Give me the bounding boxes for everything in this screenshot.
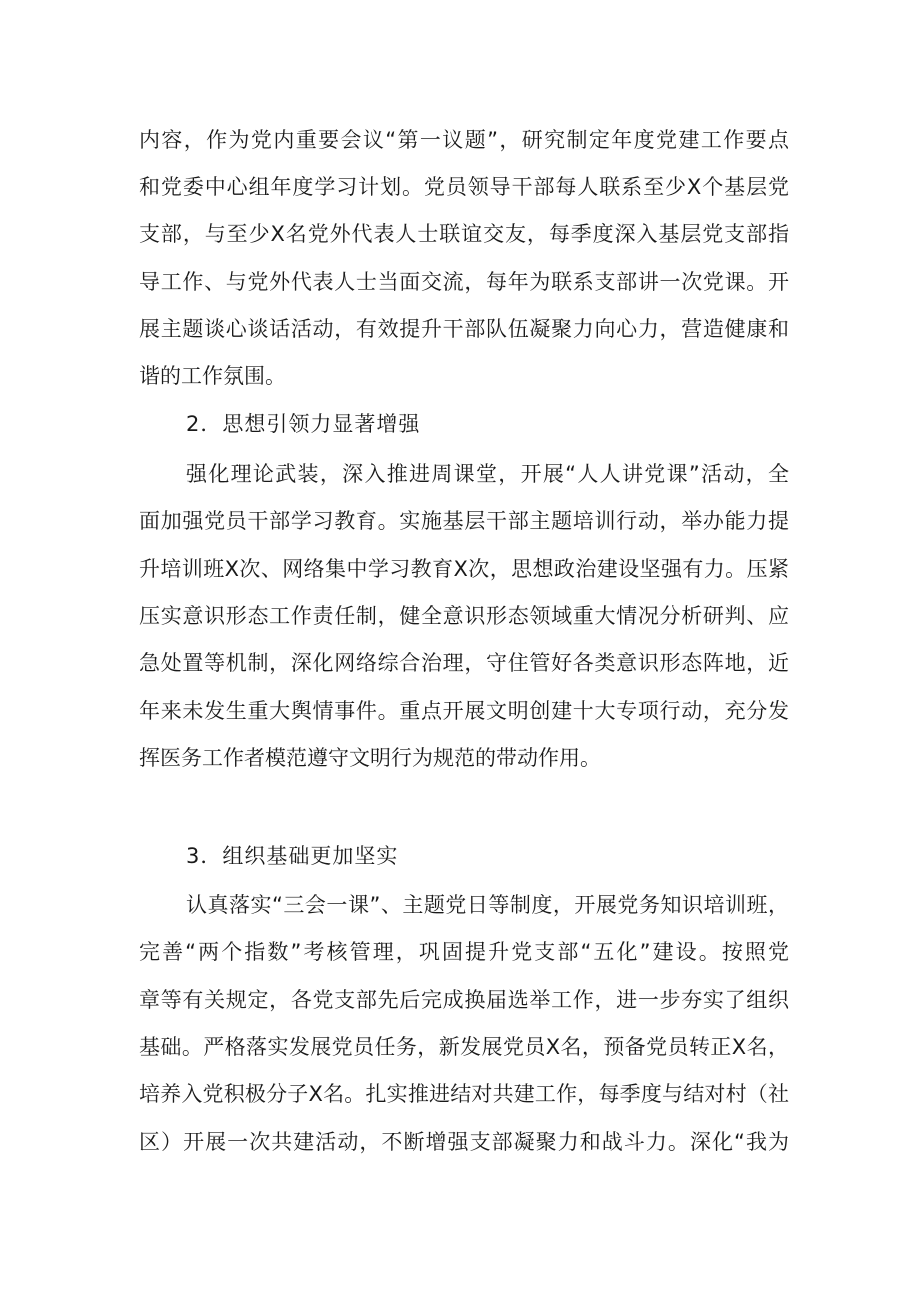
paragraph-line: 面加强党员干部学习教育。实施基层干部主题培训行动，举办能力提 [139,509,789,533]
paragraph-line: 强化理论武装，深入推进周课堂，开展“人人讲党课”活动，全 [186,462,789,486]
paragraph-line: 基础。严格落实发展党员任务，新发展党员X名，预备党员转正X名， [139,1035,789,1059]
paragraph-line: 培养入党积极分子X名。扎实推进结对共建工作，每季度与结对村（社 [139,1082,789,1106]
paragraph-line: 年来未发生重大舆情事件。重点开展文明创建十大专项行动，充分发 [139,699,789,723]
paragraph-line: 升培训班X次、网络集中学习教育X次，思想政治建设坚强有力。压紧 [139,557,789,581]
paragraph-line: 导工作、与党外代表人士当面交流，每年为联系支部讲一次党课。开 [139,270,789,294]
paragraph-line: 急处置等机制，深化网络综合治理，守住管好各类意识形态阵地，近 [139,651,789,675]
paragraph-line: 区）开展一次共建活动，不断增强支部凝聚力和战斗力。深化“我为 [139,1130,789,1154]
paragraph-line: 展主题谈心谈话活动，有效提升干部队伍凝聚力向心力，营造健康和 [139,317,789,341]
paragraph-line: 认真落实“三会一课”、主题党日等制度，开展党务知识培训班， [186,893,789,917]
paragraph-line: 压实意识形态工作责任制，健全意识形态领域重大情况分析研判、应 [139,604,789,628]
section-heading: 3．组织基础更加坚实 [186,844,399,868]
paragraph-line: 谐的工作氛围。 [139,364,286,388]
paragraph-line: 挥医务工作者模范遵守文明行为规范的带动作用。 [139,746,601,770]
paragraph-line: 和党委中心组年度学习计划。党员领导干部每人联系至少X个基层党 [139,175,789,199]
paragraph-line: 章等有关规定，各党支部先后完成换届选举工作，进一步夯实了组织 [139,988,789,1012]
paragraph-line: 完善“两个指数”考核管理，巩固提升党支部“五化”建设。按照党 [139,940,789,964]
paragraph-line: 内容，作为党内重要会议“第一议题”，研究制定年度党建工作要点 [139,128,789,152]
section-heading: 2．思想引领力显著增强 [186,412,421,436]
paragraph-line: 支部，与至少X名党外代表人士联谊交友，每季度深入基层党支部指 [139,222,789,246]
